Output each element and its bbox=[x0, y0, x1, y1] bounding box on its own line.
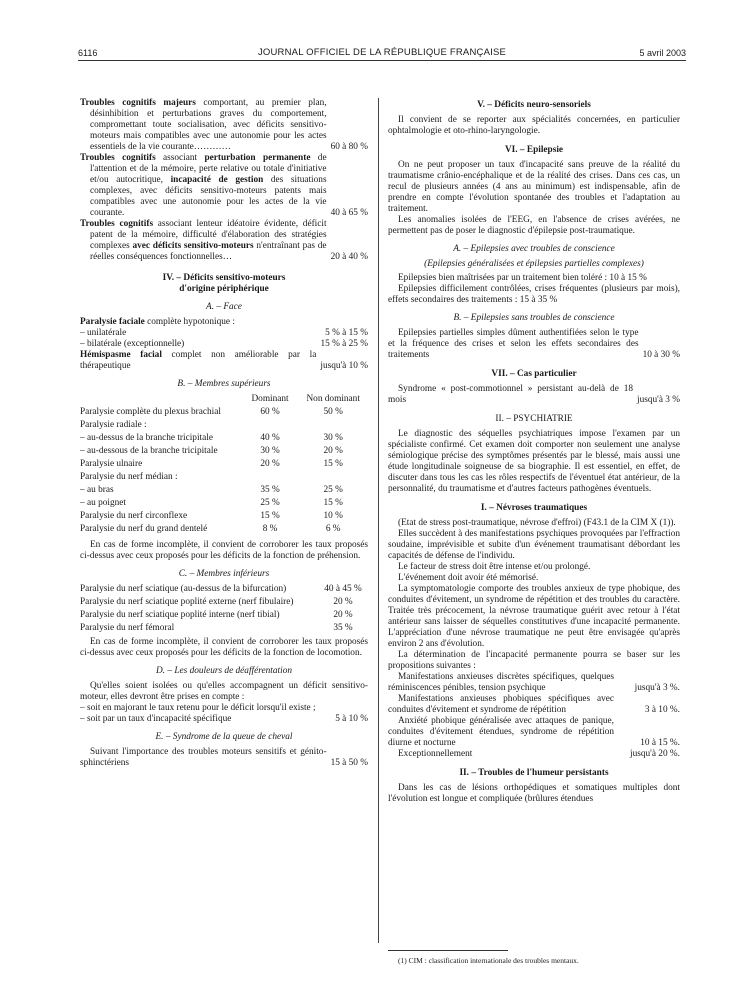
table-row: Paralysie du nerf médian : bbox=[80, 472, 178, 482]
section-heading: VII. – Cas particulier bbox=[491, 369, 577, 379]
table-row: – au poignet 25 % 15 % bbox=[80, 498, 343, 508]
note: En cas de forme incomplète, il convient de corroborer les taux proposés ci-dessus avec ceux proposés pour les déficits de la fonction de locomotion. bbox=[80, 637, 368, 658]
rate-entry: Paralysie du nerf sciatique (au-dessus de la bifurcation) 40 à 45 % bbox=[80, 584, 362, 594]
rate-entry: Manifestations anxieuses phobiques spécifiques avec conduites d'évitement et syndrome de répétition 3 à 10 %. bbox=[388, 694, 680, 715]
note: En cas de forme incomplète, il convient de corroborer les taux proposés ci-dessus avec ceux proposés pour les déficits de la fonction de préhension. bbox=[80, 540, 368, 561]
rate-entry: Paralysie du nerf sciatique poplité interne (nerf tibial) 20 % bbox=[80, 610, 353, 620]
rate-entry: Anxiété phobique généralisée avec attaques de panique, conduites d'évitement étendues, syndrome de répétition diurne et nocturne 10 à 15 %. bbox=[388, 716, 680, 748]
rate-entry: Troubles cognitifs associant lenteur idéatoire évidente, déficit patent de la mémoire, difficulté d'élaboration des stratégies complexes avec déficits sensitivo-moteurs n'entraînant pas de réelles conséquences fonctionnelles… 20 à 40 % bbox=[80, 219, 368, 262]
rate-entry: Troubles cognitifs majeurs comportant, au premier plan, désinhibition et perturbations graves du comportement, compromettant toute socialisation, avec déficits sensitivo-moteurs mais compatibles avec une autonomie pour les actes essentiels de la vie courante………… 60 à 80 % bbox=[80, 98, 368, 152]
subsection-heading: B. – Epilepsies sans troubles de conscience bbox=[453, 313, 615, 323]
rate-entry: Epilepsies partielles simples dûment authentifiées selon le type et la fréquence des crises et selon les effets secondaires des traitements 10 à 30 % bbox=[388, 328, 680, 360]
lower-limb-list bbox=[80, 584, 368, 634]
section-heading: I. – Névroses traumatiques bbox=[480, 503, 588, 513]
table-row: Paralysie ulnaire 20 % 15 % bbox=[80, 459, 343, 469]
rates-list bbox=[388, 672, 680, 760]
section-heading: V. – Déficits neuro-sensoriels bbox=[477, 100, 591, 110]
subsection-heading: B. – Membres supérieurs bbox=[177, 379, 271, 389]
table-row: Paralysie du nerf circonflexe 15 % 10 % bbox=[80, 511, 343, 521]
subsection-heading: E. – Syndrome de la queue de cheval bbox=[155, 732, 293, 742]
table-row: Paralysie radiale : bbox=[80, 420, 147, 430]
section-heading: VI. – Epilepsie bbox=[504, 145, 564, 155]
table-row: Paralysie du nerf du grand dentelé 8 % 6 % bbox=[80, 524, 341, 534]
table-row: – au-dessous de la branche tricipitale 30 % 20 % bbox=[80, 446, 343, 456]
rate-entry: Exceptionnellement jusqu'à 20 %. bbox=[398, 749, 680, 759]
subsection-heading: C. – Membres inférieurs bbox=[178, 569, 270, 579]
page-number: 6116 bbox=[78, 48, 98, 58]
rate-value: 60 à 80 % bbox=[330, 142, 368, 152]
upper-limb-table: Dominant Non dominant Paralysie complète du plexus brachial 60 % 50 % Paralysie radiale : – au-dessus de la branche tricipitale 40 % 30 % – au-dessous de la branche tricipitale 30 % 20 % Paralysie ulnaire 20 % 15 % Paralysie du nerf médian : – au bras 35 % 25 % – au poignet 25 % 15 % Paralysie du nerf circonflexe 15 % 10 % Paralysie du nerf du grand dentelé 8 % 6 % bbox=[80, 394, 368, 537]
table-row: – au bras 35 % 25 % bbox=[80, 485, 343, 495]
rate-entry: – bilatérale (exceptionnelle) 15 % à 25 % bbox=[80, 339, 368, 349]
rate-entry: – unilatérale 5 % à 15 % bbox=[80, 328, 368, 338]
rate-entry: Manifestations anxieuses discrètes spécifiques, quelques réminiscences pénibles, tension psychique jusqu'à 3 %. bbox=[388, 672, 680, 693]
footnote: (1) CIM : classification internationale des troubles mentaux. bbox=[398, 956, 579, 965]
rate-entry: Paralysie du nerf sciatique poplité externe (nerf fibulaire) 20 % bbox=[80, 597, 353, 607]
left-column: Troubles cognitifs majeurs comportant, au premier plan, désinhibition et perturbations graves du comportement, compromettant toute socialisation, avec déficits sensitivo-moteurs mais compatibles avec une autonomie pour les actes essentiels de la vie courante………… 60 à 80 % Troubles cognitifs associant perturbation permanente de l'attention et de la mémoire, perte relative ou totale d'initiative et/ou autocritique, incapacité de gestion des situations complexes, avec déficits sensitivo-moteurs patents mais compatibles avec une autonomie pour les actes de la vie courante. 40 à 65 % Troubles cognitifs associant lenteur idéatoire évidente, déficit patent de la mémoire, difficulté d'élaboration des stratégies complexes avec déficits sensitivo-moteurs n'entraînant pas de réelles conséquences fonctionnelles… 20 à 40 % IV. – Déficits sensitivo-moteurs d'origine périphérique A. – Face Paralysie faciale complète hypotonique : – unilatérale 5 % à 15 % – bilatérale (exceptionnelle) 15 % à 25 % Hémispasme facial complet non améliorable par la thérapeutique jusqu'à 10 % B. – Membres supérieurs Dominant Non dominant Paralysie complète du plexus brachial 60 % 50 % Paralysie radiale : – au-dessus de la branche tricipitale 40 % 30 % – au-dessous de la branche tricipitale 30 % 20 % Paralysie ulnaire 20 % 15 % Paralysie du nerf médian : – au bras 35 % 25 % – au poignet 25 % 15 % Paralysie du nerf circonflexe 15 % 10 % Paralysie du nerf du grand dentelé 8 % 6 % En cas de forme incomplète, il convient de corroborer les taux proposés ci-dessus avec ceux proposés pour les déficits de la fonction de préhension. C. – Membres inférieurs Paralysie du nerf sciatique (au-dessus de la bifurcation) 40 à 45 % Paralysie du nerf sciatique poplité externe (nerf fibulaire) 20 % Paralysie du nerf sciatique poplité interne (nerf tibial) 20 % Paralysie du nerf fémoral 35 % En cas de forme incomplète, il convient de corroborer les taux proposés ci-dessus avec ceux proposés pour les déficits de la fonction de locomotion. D. – Les douleurs de déafférentation Qu'elles soient isolées ou qu'elles accompagnent un déficit sensitivo-moteur, elles devront être prises en compte : – soit en majorant le taux retenu pour le déficit lorsqu'il existe ; – soit par un taux d'incapacité spécifique 5 à 10 % E. – Syndrome de la queue de cheval Suivant l'importance des troubles moteurs sensitifs et génito-sphinctériens 15 à 50 % bbox=[80, 98, 368, 768]
rate-entry: Paralysie du nerf fémoral 35 % bbox=[80, 623, 353, 633]
rate-value: 40 à 65 % bbox=[330, 208, 368, 218]
page-header bbox=[78, 44, 686, 61]
footnote-rule bbox=[388, 950, 508, 951]
subsection-heading: D. – Les douleurs de déafférentation bbox=[156, 666, 292, 676]
journal-title: JOURNAL OFFICIEL DE LA RÉPUBLIQUE FRANÇAISE bbox=[257, 47, 507, 58]
right-column: V. – Déficits neuro-sensoriels Il convient de se reporter aux spécialités concernées, en particulier ophtalmologie et oto-rhino-laryngologie. VI. – Epilepsie On ne peut proposer un taux d'incapacité sans preuve de la réalité du traumatisme crânio-encéphalique et de la réalité des crises. Dans ces cas, un recul de plusieurs années (4 ans au minimum) est indispensable, afin de prendre en compte l'évolution spontanée des troubles et l'adaptation au traitement. Les anomalies isolées de l'EEG, en l'absence de crises avérées, ne permettent pas de poser le diagnostic d'épilepsie post-traumatique. A. – Epilepsies avec troubles de conscience (Epilepsies généralisées et épilepsies partielles complexes) Epilepsies bien maîtrisées par un traitement bien toléré : 10 à 15 % Epilepsies difficilement contrôlées, crises fréquentes (plusieurs par mois), effets secondaires des traitements : 15 à 35 % B. – Epilepsies sans troubles de conscience Epilepsies partielles simples dûment authentifiées selon le type et la fréquence des crises et selon les effets secondaires des traitements 10 à 30 % VII. – Cas particulier Syndrome « post-commotionnel » persistant au-delà de 18 mois jusqu'à 3 % II. – PSYCHIATRIE Le diagnostic des séquelles psychiatriques impose l'examen par un spécialiste confirmé. Cet examen doit comporter non seulement une analyse sémiologique précise des symptômes présentés par le blessé, mais aussi une étude longitudinale soigneuse de sa biographie. Il est essentiel, en effet, de discuter dans tous les cas les rôles respectifs de l'éventuel état antérieur, de la personnalité, du traumatisme et d'autres facteurs pathogènes éventuels. I. – Névroses traumatiques (Etat de stress post-traumatique, névrose d'effroi) (F43.1 de la CIM X (1)). Elles succèdent à des manifestations psychiques provoquées par l'effraction soudaine, imprévisible et subite d'un événement traumatisant débordant les capacités de défense de l'individu. Le facteur de stress doit être intense et/ou prolongé. L'événement doit avoir été mémorisé. La symptomatologie comporte des troubles anxieux de type phobique, des conduites d'évitement, un syndrome de répétition et des troubles du caractère. Traitée très précocement, la névrose traumatique guérit avec retour à l'état antérieur sans laisser de séquelles constitutives d'une incapacité permanente. L'appréciation d'une névrose traumatique ne peut être envisagée qu'après environ 2 ans d'évolution. La détermination de l'incapacité permanente pourra se baser sur les propositions suivantes : Manifestations anxieuses discrètes spécifiques, quelques réminiscences pénibles, tension psychique jusqu'à 3 %. Manifestations anxieuses phobiques spécifiques avec conduites d'évitement et syndrome de répétition 3 à 10 %. Anxiété phobique généralisée avec attaques de panique, conduites d'évitement étendues, syndrome de répétition diurne et nocturne 10 à 15 %. Exceptionnellement jusqu'à 20 %. II. – Troubles de l'humeur persistants Dans les cas de lésions orthopédiques et somatiques multiples dont l'évolution est longue et compliquée (brûlures étendues bbox=[388, 100, 680, 804]
rate-entry: Hémispasme facial complet non améliorable par la thérapeutique jusqu'à 10 % bbox=[80, 350, 368, 371]
rate-entry: Syndrome « post-commotionnel » persistant au-delà de 18 mois jusqu'à 3 % bbox=[388, 384, 680, 405]
section-heading: d'origine périphérique bbox=[179, 284, 269, 294]
table-row: Paralysie complète du plexus brachial 60 % 50 % bbox=[80, 407, 343, 417]
rate-entry: – soit par un taux d'incapacité spécifique 5 à 10 % bbox=[80, 714, 368, 724]
column-divider bbox=[378, 98, 379, 943]
rate-value: 20 à 40 % bbox=[330, 252, 368, 262]
section-heading: IV. – Déficits sensitivo-moteurs bbox=[162, 273, 286, 283]
section-heading: II. – PSYCHIATRIE bbox=[495, 414, 573, 424]
section-heading: II. – Troubles de l'humeur persistants bbox=[459, 768, 609, 778]
rate-entry: Troubles cognitifs associant perturbation permanente de l'attention et de la mémoire, perte relative ou totale d'initiative et/ou autocritique, incapacité de gestion des situations complexes, avec déficits sensitivo-moteurs patents mais compatibles avec une autonomie pour les actes de la vie courante. 40 à 65 % bbox=[80, 153, 368, 218]
table-row: – au-dessus de la branche tricipitale 40 % 30 % bbox=[80, 433, 343, 443]
subsection-heading: A. – Face bbox=[206, 302, 242, 312]
rate-entry: Suivant l'importance des troubles moteurs sensitifs et génito-sphinctériens 15 à 50 % bbox=[80, 747, 368, 768]
subsection-heading: A. – Epilepsies avec troubles de conscience bbox=[453, 244, 615, 254]
issue-date: 5 avril 2003 bbox=[639, 48, 686, 58]
